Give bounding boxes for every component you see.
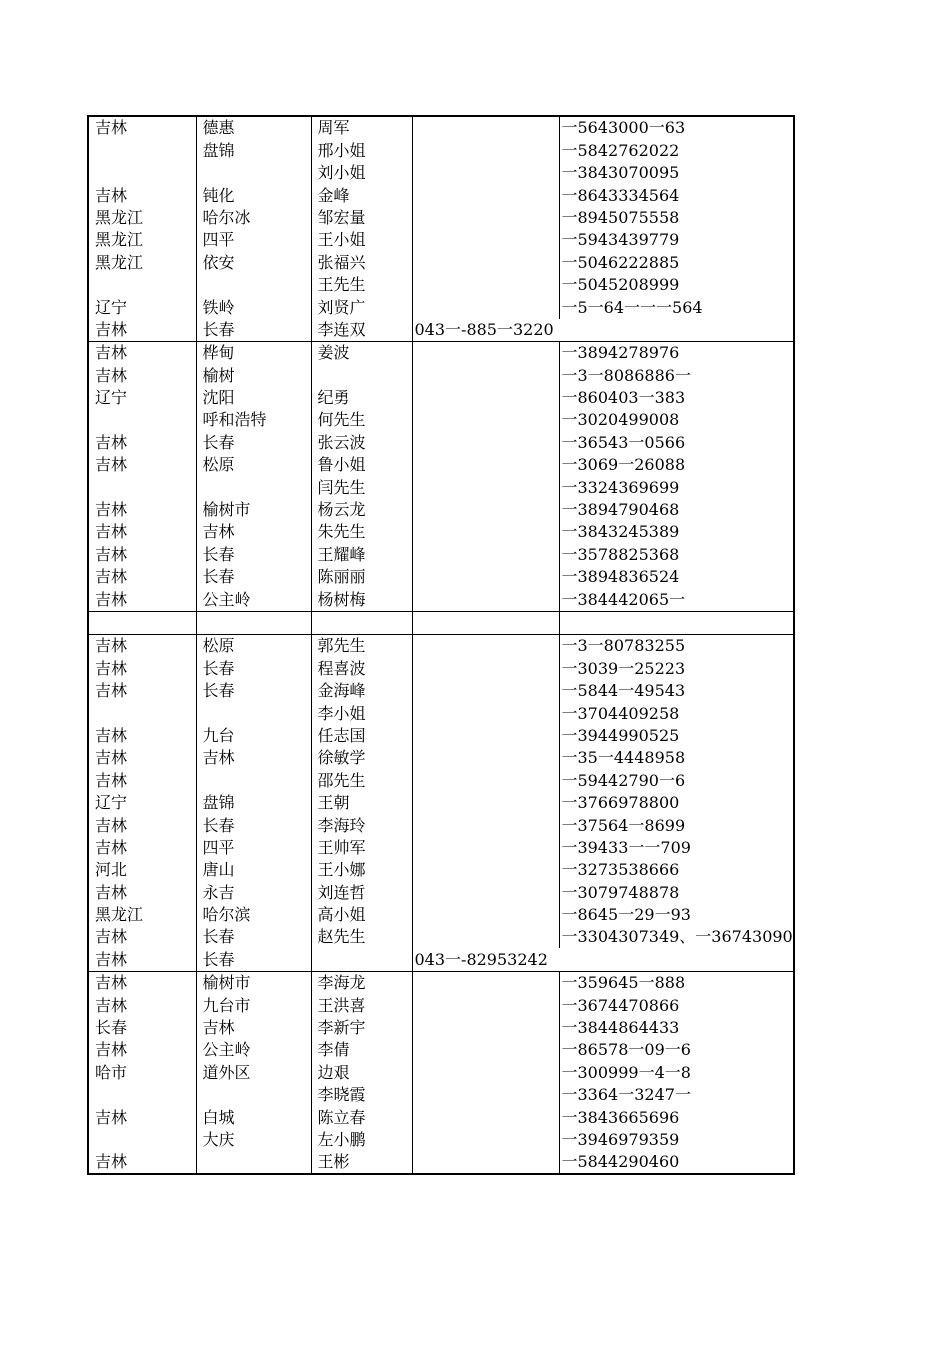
name-cell: 杨树梅: [311, 588, 412, 611]
city-cell: 哈尔滨: [196, 904, 311, 926]
city-cell: 长春: [196, 543, 311, 565]
table-row: [88, 274, 794, 296]
phone-cell: [412, 251, 559, 273]
province-cell: 吉林: [88, 1151, 196, 1174]
table-row: [88, 162, 794, 184]
phone-cell: [412, 521, 559, 543]
phone-cell: [412, 588, 559, 611]
table-row: [88, 611, 794, 634]
phone-cell: [412, 1061, 559, 1083]
table-row: [88, 319, 794, 342]
phone-cell: [412, 926, 559, 948]
name-cell: 李小姐: [311, 702, 412, 724]
table-row: [88, 499, 794, 521]
province-cell: 吉林: [88, 680, 196, 702]
city-cell: [196, 1151, 311, 1174]
name-cell: 李海玲: [311, 814, 412, 836]
city-cell: [196, 702, 311, 724]
province-cell: 吉林: [88, 634, 196, 657]
table-row: [88, 521, 794, 543]
mobile-cell: 一860403一383: [559, 387, 794, 409]
phone-cell: [412, 611, 559, 634]
phone-cell: [412, 725, 559, 747]
city-cell: 松原: [196, 454, 311, 476]
city-cell: 沈阳: [196, 387, 311, 409]
city-cell: 长春: [196, 948, 311, 971]
province-cell: 哈市: [88, 1061, 196, 1083]
province-cell: [88, 1129, 196, 1151]
name-cell: 王朝: [311, 792, 412, 814]
mobile-cell: 一8645一29一93: [559, 904, 794, 926]
mobile-cell: [559, 611, 794, 634]
table-row: [88, 725, 794, 747]
mobile-cell: 一3364一3247一: [559, 1084, 794, 1106]
table-row: [88, 566, 794, 588]
mobile-cell: 一3843665696: [559, 1106, 794, 1128]
name-cell: 朱先生: [311, 521, 412, 543]
table-row: [88, 588, 794, 611]
city-cell: 盘锦: [196, 139, 311, 161]
province-cell: 吉林: [88, 881, 196, 903]
table-row: [88, 409, 794, 431]
city-cell: 公主岭: [196, 588, 311, 611]
name-cell: 左小鹏: [311, 1129, 412, 1151]
city-cell: 吉林: [196, 1017, 311, 1039]
table-row: [88, 1084, 794, 1106]
mobile-cell: 一5844290460: [559, 1151, 794, 1174]
province-cell: 长春: [88, 1017, 196, 1039]
phone-cell: [412, 881, 559, 903]
province-cell: 吉林: [88, 971, 196, 994]
mobile-cell: 一3766978800: [559, 792, 794, 814]
mobile-cell: 一3578825368: [559, 543, 794, 565]
table-row: [88, 859, 794, 881]
phone-cell: [412, 387, 559, 409]
table-row: [88, 1061, 794, 1083]
phone-cell: [412, 1039, 559, 1061]
table-row: [88, 1106, 794, 1128]
mobile-cell: 一3843245389: [559, 521, 794, 543]
city-cell: 哈尔冰: [196, 207, 311, 229]
table-row: [88, 341, 794, 364]
name-cell: 张福兴: [311, 251, 412, 273]
phone-cell: [412, 1017, 559, 1039]
table-row: [88, 116, 794, 139]
province-cell: 吉林: [88, 521, 196, 543]
table-row: [88, 387, 794, 409]
mobile-cell: 一8945075558: [559, 207, 794, 229]
province-cell: 吉林: [88, 184, 196, 206]
city-cell: 永吉: [196, 881, 311, 903]
city-cell: [196, 476, 311, 498]
table-row: [88, 229, 794, 251]
mobile-cell: 一5844一49543: [559, 680, 794, 702]
city-cell: 榆树市: [196, 499, 311, 521]
phone-cell: [412, 543, 559, 565]
mobile-cell: 一3一8086886一: [559, 364, 794, 386]
name-cell: [311, 611, 412, 634]
name-cell: 金海峰: [311, 680, 412, 702]
name-cell: 郭先生: [311, 634, 412, 657]
city-cell: 四平: [196, 837, 311, 859]
city-cell: 大庆: [196, 1129, 311, 1151]
phone-cell: [412, 994, 559, 1016]
mobile-cell: 一5046222885: [559, 251, 794, 273]
table-row: [88, 702, 794, 724]
phone-cell: [412, 747, 559, 769]
mobile-cell: 一8643334564: [559, 184, 794, 206]
name-cell: 陈立春: [311, 1106, 412, 1128]
city-cell: 德惠: [196, 116, 311, 139]
mobile-cell: 一3944990525: [559, 725, 794, 747]
mobile-cell: 一3079748878: [559, 881, 794, 903]
name-cell: 刘贤广: [311, 296, 412, 318]
table-row: [88, 1039, 794, 1061]
name-cell: 李新宇: [311, 1017, 412, 1039]
mobile-cell: 一3一80783255: [559, 634, 794, 657]
city-cell: 公主岭: [196, 1039, 311, 1061]
province-cell: [88, 139, 196, 161]
mobile-cell: 一5943439779: [559, 229, 794, 251]
name-cell: 王耀峰: [311, 543, 412, 565]
phone-cell: [412, 904, 559, 926]
mobile-cell: 一5一64一一一564: [559, 296, 794, 318]
province-cell: [88, 162, 196, 184]
contact-table-body: [88, 116, 794, 1174]
table-row: [88, 881, 794, 903]
table-row: [88, 837, 794, 859]
phone-cell: [412, 162, 559, 184]
province-cell: [88, 409, 196, 431]
city-cell: 唐山: [196, 859, 311, 881]
name-cell: 何先生: [311, 409, 412, 431]
table-row: [88, 634, 794, 657]
phone-cell: [412, 859, 559, 881]
phone-cell: [412, 341, 559, 364]
mobile-cell: 一36543一0566: [559, 431, 794, 453]
contact-table: [87, 115, 795, 1175]
table-row: [88, 792, 794, 814]
mobile-cell: 一3704409258: [559, 702, 794, 724]
city-cell: [196, 1084, 311, 1106]
phone-cell: [412, 409, 559, 431]
mobile-cell: 一384442065一: [559, 588, 794, 611]
name-cell: 程喜波: [311, 657, 412, 679]
province-cell: [88, 1084, 196, 1106]
province-cell: 吉林: [88, 837, 196, 859]
name-cell: 刘连哲: [311, 881, 412, 903]
table-row: [88, 454, 794, 476]
table-row: [88, 251, 794, 273]
phone-cell: 043一-82953242: [412, 948, 794, 971]
province-cell: 吉林: [88, 657, 196, 679]
province-cell: 黑龙江: [88, 904, 196, 926]
table-row: [88, 476, 794, 498]
phone-cell: [412, 184, 559, 206]
mobile-cell: 一3273538666: [559, 859, 794, 881]
mobile-cell: 一3324369699: [559, 476, 794, 498]
province-cell: 吉林: [88, 769, 196, 791]
province-cell: [88, 611, 196, 634]
province-cell: 吉林: [88, 588, 196, 611]
name-cell: 纪勇: [311, 387, 412, 409]
phone-cell: [412, 814, 559, 836]
city-cell: 长春: [196, 657, 311, 679]
province-cell: 吉林: [88, 543, 196, 565]
province-cell: 吉林: [88, 725, 196, 747]
name-cell: [311, 364, 412, 386]
table-row: [88, 971, 794, 994]
province-cell: 吉林: [88, 926, 196, 948]
province-cell: 吉林: [88, 364, 196, 386]
province-cell: 吉林: [88, 1039, 196, 1061]
city-cell: 吉林: [196, 747, 311, 769]
mobile-cell: 一5842762022: [559, 139, 794, 161]
table-row: [88, 657, 794, 679]
province-cell: 黑龙江: [88, 251, 196, 273]
name-cell: 高小姐: [311, 904, 412, 926]
city-cell: 钝化: [196, 184, 311, 206]
phone-cell: [412, 657, 559, 679]
province-cell: 辽宁: [88, 387, 196, 409]
province-cell: 吉林: [88, 948, 196, 971]
city-cell: 长春: [196, 680, 311, 702]
table-row: [88, 814, 794, 836]
mobile-cell: 一3844864433: [559, 1017, 794, 1039]
mobile-cell: 一3069一26088: [559, 454, 794, 476]
name-cell: 赵先生: [311, 926, 412, 948]
table-row: [88, 139, 794, 161]
province-cell: 吉林: [88, 116, 196, 139]
province-cell: 吉林: [88, 747, 196, 769]
city-cell: 依安: [196, 251, 311, 273]
phone-cell: [412, 680, 559, 702]
name-cell: 鲁小姐: [311, 454, 412, 476]
table-row: [88, 207, 794, 229]
mobile-cell: 一359645一888: [559, 971, 794, 994]
table-row: [88, 1151, 794, 1174]
phone-cell: [412, 702, 559, 724]
name-cell: 杨云龙: [311, 499, 412, 521]
name-cell: 姜波: [311, 341, 412, 364]
table-row: [88, 994, 794, 1016]
table-row: [88, 747, 794, 769]
mobile-cell: 一3946979359: [559, 1129, 794, 1151]
mobile-cell: 一3843070095: [559, 162, 794, 184]
name-cell: 闫先生: [311, 476, 412, 498]
city-cell: [196, 611, 311, 634]
province-cell: 辽宁: [88, 792, 196, 814]
phone-cell: [412, 476, 559, 498]
city-cell: 九台: [196, 725, 311, 747]
name-cell: 王帅军: [311, 837, 412, 859]
phone-cell: [412, 139, 559, 161]
city-cell: 四平: [196, 229, 311, 251]
name-cell: 周军: [311, 116, 412, 139]
phone-cell: [412, 296, 559, 318]
province-cell: 吉林: [88, 319, 196, 342]
mobile-cell: 一3674470866: [559, 994, 794, 1016]
name-cell: 邢小姐: [311, 139, 412, 161]
mobile-cell: 一3304307349、一36743090: [559, 926, 794, 948]
name-cell: 陈丽丽: [311, 566, 412, 588]
phone-cell: [412, 207, 559, 229]
city-cell: 榆树市: [196, 971, 311, 994]
province-cell: [88, 476, 196, 498]
phone-cell: 043一-885一3220: [412, 319, 794, 342]
phone-cell: [412, 566, 559, 588]
city-cell: 白城: [196, 1106, 311, 1128]
province-cell: 吉林: [88, 814, 196, 836]
city-cell: 长春: [196, 319, 311, 342]
province-cell: [88, 274, 196, 296]
mobile-cell: 一39433一一709: [559, 837, 794, 859]
name-cell: 刘小姐: [311, 162, 412, 184]
phone-cell: [412, 499, 559, 521]
city-cell: 桦甸: [196, 341, 311, 364]
phone-cell: [412, 454, 559, 476]
name-cell: 王小姐: [311, 229, 412, 251]
phone-cell: [412, 431, 559, 453]
name-cell: 边艰: [311, 1061, 412, 1083]
city-cell: [196, 162, 311, 184]
province-cell: 河北: [88, 859, 196, 881]
city-cell: [196, 274, 311, 296]
city-cell: 长春: [196, 814, 311, 836]
name-cell: 邵先生: [311, 769, 412, 791]
phone-cell: [412, 1084, 559, 1106]
phone-cell: [412, 837, 559, 859]
city-cell: 吉林: [196, 521, 311, 543]
province-cell: 吉林: [88, 566, 196, 588]
name-cell: 李连双: [311, 319, 412, 342]
phone-cell: [412, 792, 559, 814]
city-cell: 呼和浩特: [196, 409, 311, 431]
table-row: [88, 769, 794, 791]
name-cell: 张云波: [311, 431, 412, 453]
phone-cell: [412, 634, 559, 657]
city-cell: 盘锦: [196, 792, 311, 814]
table-row: [88, 543, 794, 565]
city-cell: 榆树: [196, 364, 311, 386]
province-cell: [88, 702, 196, 724]
city-cell: 九台市: [196, 994, 311, 1016]
name-cell: 李晓霞: [311, 1084, 412, 1106]
city-cell: 松原: [196, 634, 311, 657]
mobile-cell: 一300999一4一8: [559, 1061, 794, 1083]
province-cell: 吉林: [88, 499, 196, 521]
phone-cell: [412, 116, 559, 139]
table-row: [88, 680, 794, 702]
province-cell: 黑龙江: [88, 207, 196, 229]
name-cell: 王洪喜: [311, 994, 412, 1016]
name-cell: 邹宏量: [311, 207, 412, 229]
phone-cell: [412, 1151, 559, 1174]
mobile-cell: 一3894278976: [559, 341, 794, 364]
city-cell: 铁岭: [196, 296, 311, 318]
mobile-cell: 一3020499008: [559, 409, 794, 431]
phone-cell: [412, 1129, 559, 1151]
name-cell: 王先生: [311, 274, 412, 296]
mobile-cell: 一37564一8699: [559, 814, 794, 836]
phone-cell: [412, 971, 559, 994]
city-cell: 长春: [196, 926, 311, 948]
name-cell: 李倩: [311, 1039, 412, 1061]
city-cell: 长春: [196, 566, 311, 588]
name-cell: 任志国: [311, 725, 412, 747]
name-cell: 金峰: [311, 184, 412, 206]
province-cell: 吉林: [88, 341, 196, 364]
phone-cell: [412, 769, 559, 791]
table-row: [88, 364, 794, 386]
city-cell: 长春: [196, 431, 311, 453]
name-cell: 王彬: [311, 1151, 412, 1174]
table-row: [88, 431, 794, 453]
mobile-cell: 一3894790468: [559, 499, 794, 521]
name-cell: [311, 948, 412, 971]
province-cell: 吉林: [88, 454, 196, 476]
table-row: [88, 926, 794, 948]
table-row: [88, 904, 794, 926]
table-row: [88, 1017, 794, 1039]
mobile-cell: 一3039一25223: [559, 657, 794, 679]
table-row: [88, 948, 794, 971]
city-cell: [196, 769, 311, 791]
table-row: [88, 296, 794, 318]
city-cell: 道外区: [196, 1061, 311, 1083]
mobile-cell: 一59442790一6: [559, 769, 794, 791]
name-cell: 李海龙: [311, 971, 412, 994]
phone-cell: [412, 1106, 559, 1128]
table-row: [88, 184, 794, 206]
mobile-cell: 一5045208999: [559, 274, 794, 296]
province-cell: 黑龙江: [88, 229, 196, 251]
phone-cell: [412, 229, 559, 251]
mobile-cell: 一86578一09一6: [559, 1039, 794, 1061]
province-cell: 吉林: [88, 1106, 196, 1128]
province-cell: 辽宁: [88, 296, 196, 318]
name-cell: 徐敏学: [311, 747, 412, 769]
mobile-cell: 一35一4448958: [559, 747, 794, 769]
mobile-cell: 一5643000一63: [559, 116, 794, 139]
phone-cell: [412, 364, 559, 386]
mobile-cell: 一3894836524: [559, 566, 794, 588]
province-cell: 吉林: [88, 994, 196, 1016]
phone-cell: [412, 274, 559, 296]
province-cell: 吉林: [88, 431, 196, 453]
name-cell: 王小娜: [311, 859, 412, 881]
table-row: [88, 1129, 794, 1151]
